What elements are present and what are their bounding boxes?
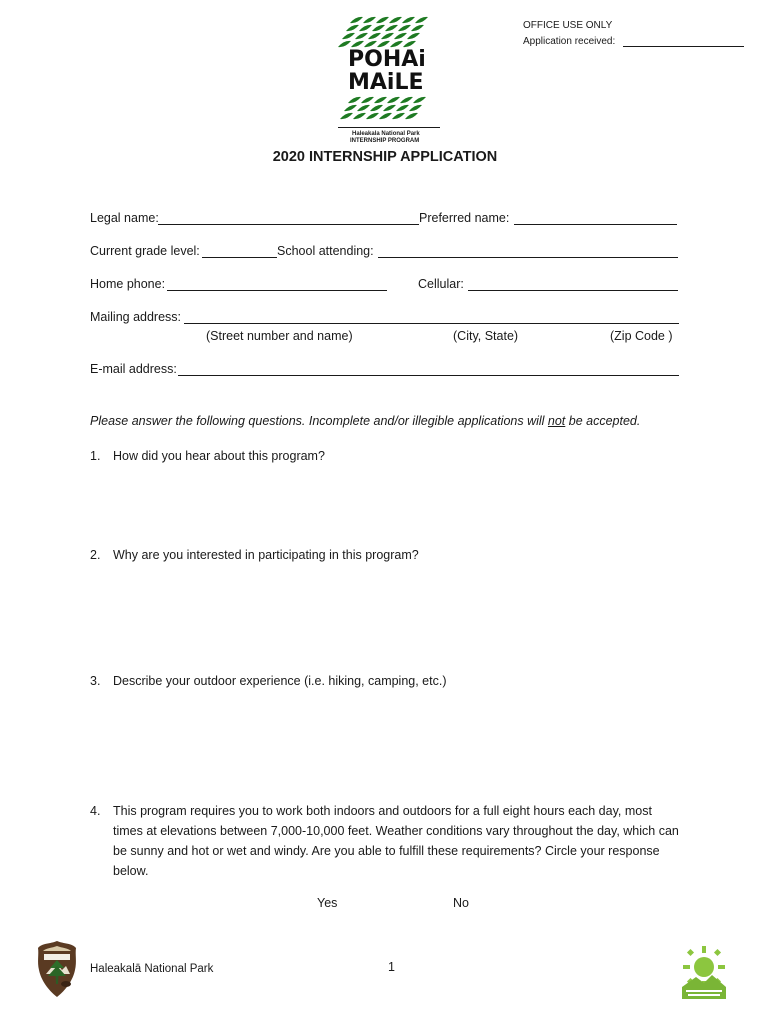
- home-phone-label: Home phone:: [90, 277, 166, 291]
- zip-code-hint: (Zip Code ): [610, 329, 673, 343]
- nps-arrowhead-icon: [36, 940, 78, 998]
- leaf-icon: [363, 17, 376, 23]
- office-use-label: OFFICE USE ONLY: [523, 20, 613, 31]
- grade-level-field[interactable]: [202, 257, 277, 258]
- leaf-icon: [402, 17, 415, 23]
- leaf-icon: [359, 25, 372, 31]
- leaf-icon: [407, 33, 420, 39]
- leaf-icon: [350, 17, 363, 23]
- leaf-icon: [405, 113, 418, 119]
- leaf-icon: [376, 17, 389, 23]
- preferred-name-label: Preferred name:: [419, 211, 510, 225]
- question-text: How did you hear about this program?: [113, 449, 325, 463]
- legal-name-label: Legal name:: [90, 211, 159, 225]
- leaf-icon: [344, 105, 357, 111]
- leaf-icon: [387, 97, 400, 103]
- logo-divider: [338, 127, 440, 128]
- answer-area-3[interactable]: [90, 695, 680, 795]
- mailing-address-label: Mailing address:: [90, 310, 182, 324]
- cellular-field[interactable]: [468, 290, 678, 291]
- question-text: Describe your outdoor experience (i.e. hiking, camping, etc.): [113, 674, 447, 688]
- email-label: E-mail address:: [90, 362, 177, 376]
- footer-park-name: Haleakalā National Park: [90, 963, 214, 975]
- question-text: Why are you interested in participating in this program?: [113, 548, 419, 562]
- haleakala-logo: [682, 945, 726, 999]
- leaf-icon: [389, 17, 402, 23]
- leaf-icon: [398, 25, 411, 31]
- preferred-name-field[interactable]: [514, 224, 677, 225]
- cellular-label: Cellular:: [418, 277, 464, 291]
- page-title: 2020 INTERNSHIP APPLICATION: [272, 149, 498, 165]
- nps-arrowhead-logo: [36, 940, 78, 998]
- legal-name-field[interactable]: [158, 224, 419, 225]
- logo-subtitle-program: INTERNSHIP PROGRAM: [350, 138, 420, 144]
- question-number: 2.: [90, 548, 101, 562]
- leaf-icon: [381, 33, 394, 39]
- leaf-icon: [355, 33, 368, 39]
- instructions-text: Please answer the following questions. Incomplete and/or illegible applications will: [90, 414, 548, 428]
- leaf-icon: [392, 113, 405, 119]
- school-field[interactable]: [378, 257, 678, 258]
- mailing-address-field[interactable]: [184, 323, 679, 324]
- leaf-icon: [353, 113, 366, 119]
- logo-word-maile: MAiLE: [348, 70, 424, 95]
- leaf-icon: [368, 33, 381, 39]
- leaf-icon: [340, 113, 353, 119]
- leaf-icon: [348, 97, 361, 103]
- answer-area-1[interactable]: [90, 470, 680, 540]
- leaf-icon: [346, 25, 359, 31]
- leaf-icon: [366, 113, 379, 119]
- leaf-icon: [385, 25, 398, 31]
- leaf-icon: [357, 105, 370, 111]
- leaf-icon: [361, 97, 374, 103]
- leaf-icon: [383, 105, 396, 111]
- question-number: 4.: [90, 804, 101, 818]
- leaf-icon: [400, 97, 413, 103]
- home-phone-field[interactable]: [167, 290, 387, 291]
- leaf-icon: [411, 25, 424, 31]
- application-received-label: Application received:: [523, 36, 616, 47]
- leaf-icon: [379, 113, 392, 119]
- email-field[interactable]: [178, 375, 679, 376]
- street-hint: (Street number and name): [206, 329, 353, 343]
- pohai-maile-logo: [330, 14, 442, 146]
- logo-word-pohai: POHAi: [348, 47, 426, 72]
- leaf-icon: [396, 105, 409, 111]
- leaf-icon: [370, 105, 383, 111]
- leaf-icon: [413, 97, 426, 103]
- logo-subtitle-park: Haleakala National Park: [352, 131, 420, 137]
- leaf-icon: [409, 105, 422, 111]
- question-number: 3.: [90, 674, 101, 688]
- leaf-icon: [342, 33, 355, 39]
- answer-no[interactable]: No: [453, 896, 469, 910]
- city-state-hint: (City, State): [453, 329, 519, 343]
- application-received-line[interactable]: [623, 46, 744, 47]
- page-number: 1: [388, 960, 395, 974]
- leaf-icon: [394, 33, 407, 39]
- question-text: This program requires you to work both indoors and outdoors for a full eight hours each day, most times at elevations between 7,000-10,000 feet. Weather conditions vary throughout the day, which can be sunny and hot or wet and windy. Are you able to fulfill these requirements? Circle your response below.: [113, 804, 679, 878]
- instructions-end: be accepted.: [565, 414, 641, 428]
- leaf-icon: [372, 25, 385, 31]
- haleakala-sun-icon: [682, 945, 726, 999]
- school-label: School attending:: [277, 244, 374, 258]
- instructions: [90, 414, 640, 428]
- leaf-icon: [415, 17, 428, 23]
- answer-area-2[interactable]: [90, 569, 680, 669]
- answer-yes[interactable]: Yes: [317, 896, 338, 910]
- leaf-icon: [374, 97, 387, 103]
- question-number: 1.: [90, 449, 101, 463]
- instructions-emphasis: not: [547, 414, 566, 428]
- grade-level-label: Current grade level:: [90, 244, 200, 258]
